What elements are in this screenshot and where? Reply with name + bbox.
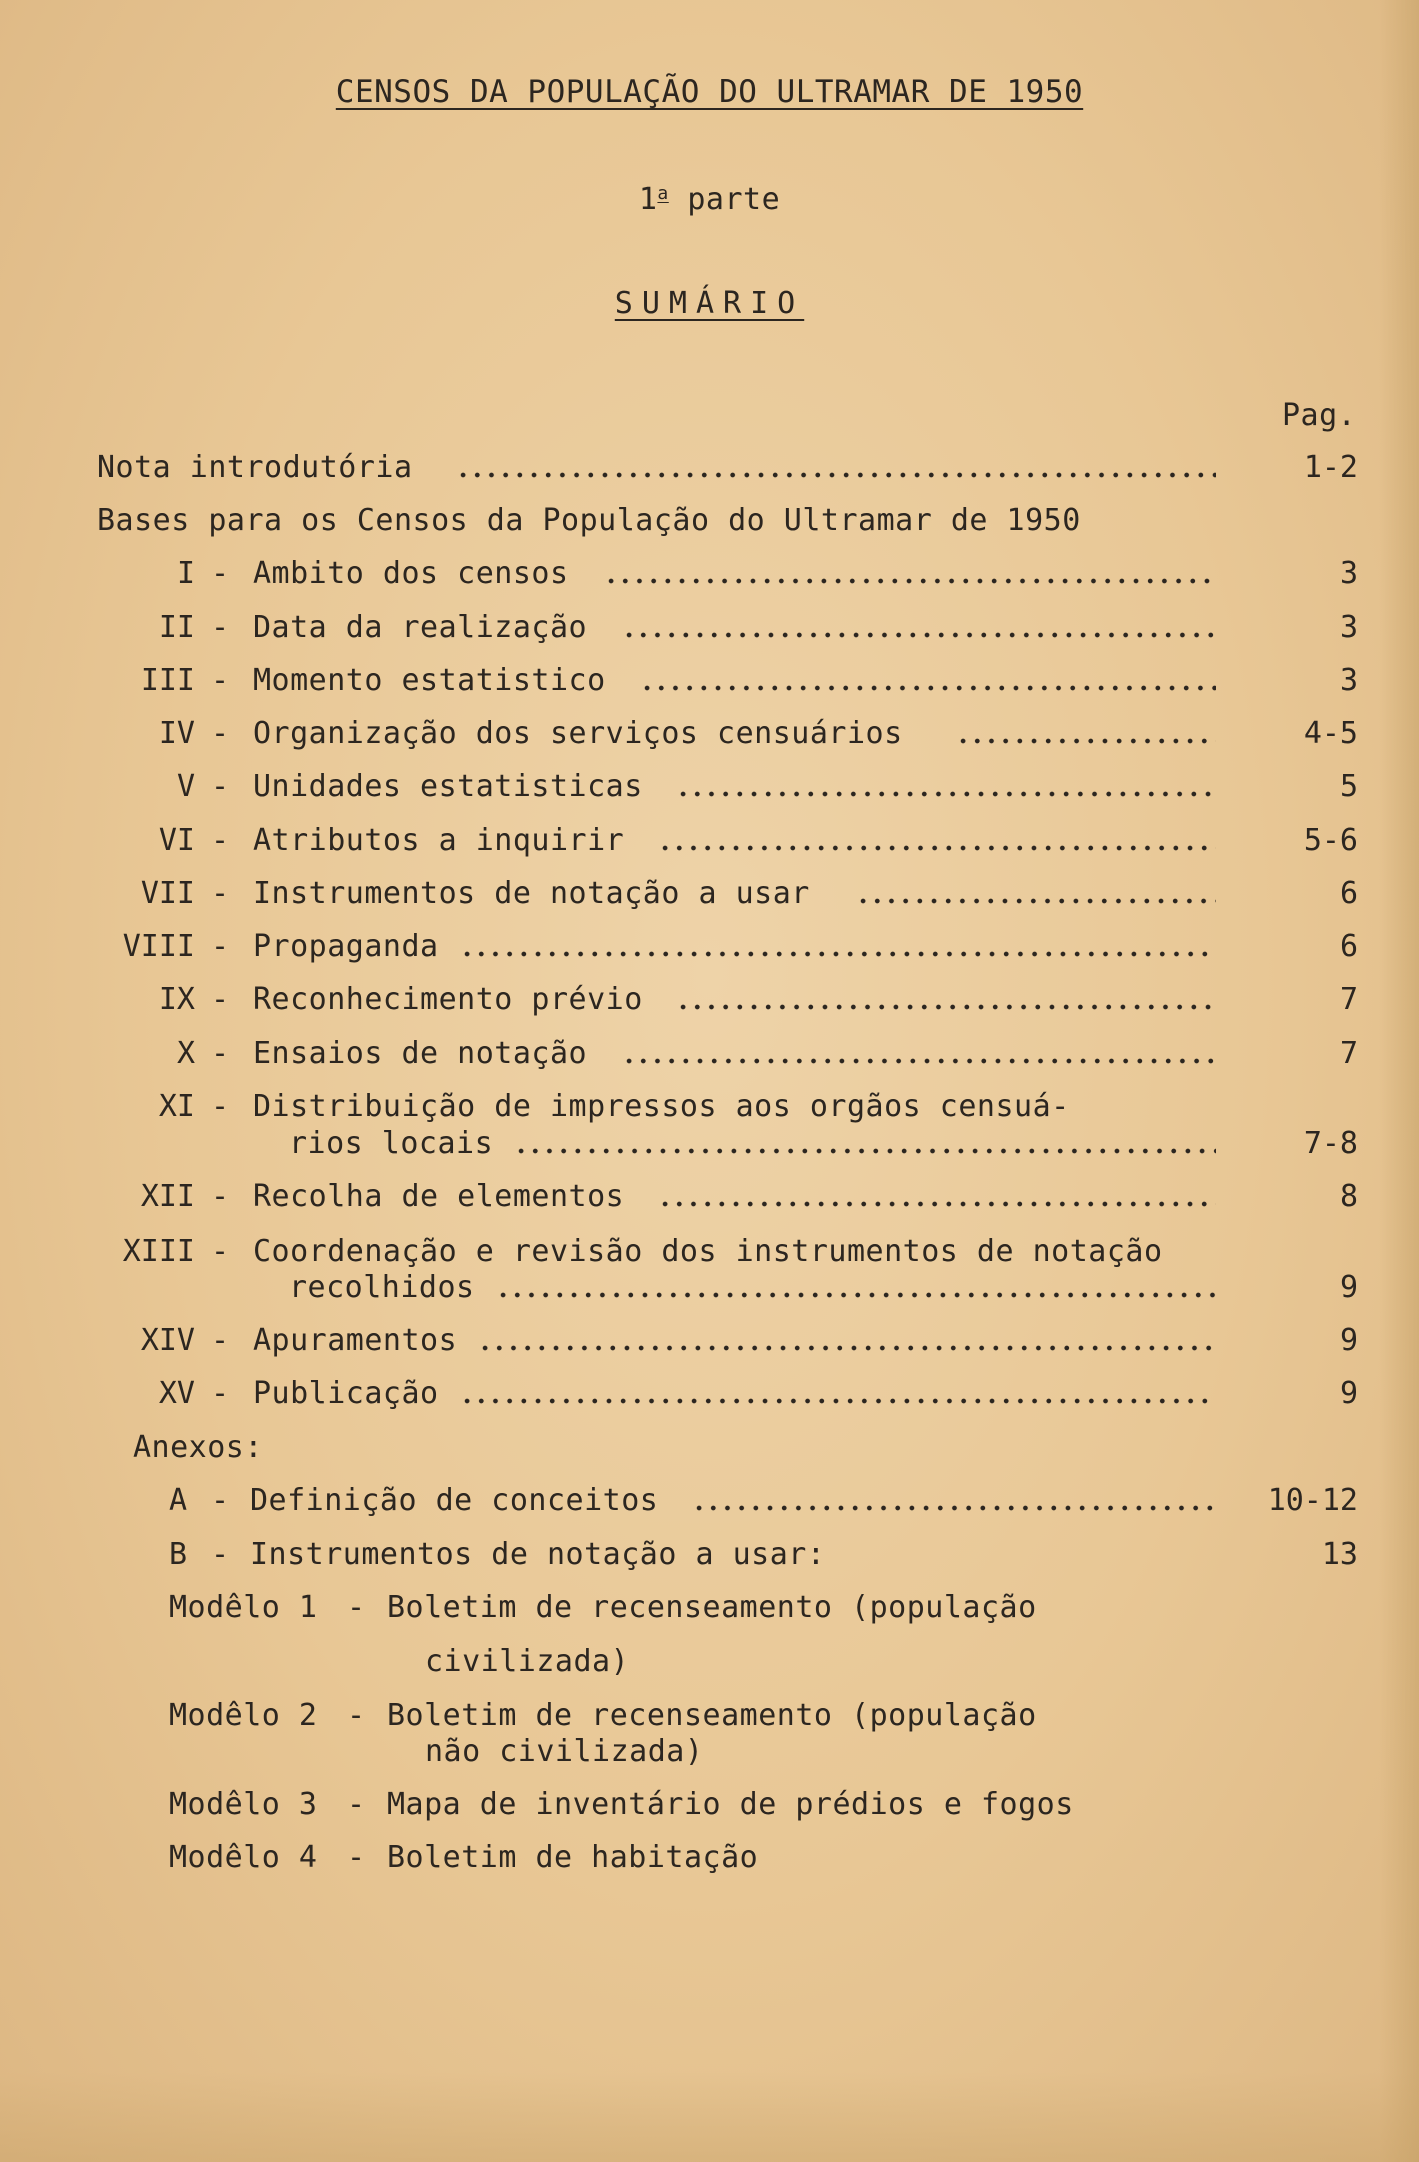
- page-column-label: Pag.: [1282, 398, 1357, 433]
- toc-row-section: [0, 556, 1419, 596]
- part-line: [0, 182, 1419, 222]
- section-numeral: VIII: [122, 929, 195, 964]
- section-numeral: X: [176, 1036, 195, 1071]
- section-label: Atributos a inquirir: [253, 823, 625, 858]
- toc-row-model-continuation: [0, 1734, 1419, 1774]
- annexes-heading: Anexos:: [133, 1430, 263, 1465]
- part-word: parte: [687, 182, 781, 217]
- toc-dot-leader: [478, 1323, 1216, 1359]
- model-name: Modêlo 4: [169, 1840, 318, 1875]
- section-page: 4-5: [1303, 716, 1358, 751]
- section-page: 8: [1339, 1179, 1358, 1214]
- document-title-text: CENSOS DA POPULAÇÃO DO ULTRAMAR DE 1950: [335, 74, 1084, 110]
- section-page: 6: [1339, 876, 1358, 911]
- model-name: Modêlo 1: [169, 1590, 318, 1625]
- section-dash: -: [211, 1089, 230, 1124]
- section-label: Data da realização: [253, 610, 588, 645]
- section-numeral: I: [176, 556, 195, 591]
- model-line: Boletim de habitação: [387, 1840, 759, 1875]
- model-dash: -: [347, 1787, 366, 1822]
- section-dash: -: [211, 769, 230, 804]
- toc-row-model: [0, 1787, 1419, 1827]
- section-label: Apuramentos: [253, 1323, 458, 1358]
- toc-row-section: [0, 1323, 1419, 1363]
- section-page: 7: [1339, 1036, 1358, 1071]
- toc-row-model: [0, 1840, 1419, 1880]
- annex-page: 13: [1321, 1537, 1358, 1572]
- annex-label: Instrumentos de notação a usar:: [250, 1537, 826, 1572]
- section-numeral: XIII: [122, 1234, 195, 1269]
- toc-dot-leader: [460, 929, 1216, 965]
- section-label: Ensaios de notação: [253, 1036, 588, 1071]
- model-line: Mapa de inventário de prédios e fogos: [387, 1787, 1074, 1822]
- toc-dot-leader: [956, 716, 1216, 752]
- toc-row-annex: [0, 1537, 1419, 1577]
- model-dash: -: [347, 1840, 366, 1875]
- bases-heading: Bases para os Censos da População do Ultramar de 1950: [97, 503, 1081, 538]
- toc-row-section: [0, 982, 1419, 1022]
- section-dash: -: [211, 1323, 230, 1358]
- part-number: 1: [638, 182, 658, 217]
- toc-row-section: [0, 610, 1419, 650]
- toc-row-section: [0, 769, 1419, 809]
- toc-dot-leader: [658, 823, 1216, 859]
- toc-dot-leader: [604, 556, 1216, 592]
- toc-dot-leader: [622, 1036, 1216, 1072]
- annex-dash: -: [211, 1483, 230, 1518]
- toc-row-model: [0, 1698, 1419, 1738]
- annex-page: 10-12: [1267, 1483, 1358, 1518]
- toc-row-section: [0, 876, 1419, 916]
- section-numeral: IX: [158, 982, 195, 1017]
- model-line: Boletim de recenseamento (população: [387, 1698, 1037, 1733]
- section-label: Organização dos serviços censuários: [253, 716, 903, 751]
- annex-letter: B: [169, 1537, 188, 1572]
- section-label-continuation: rios locais: [289, 1126, 494, 1161]
- toc-row-section: [0, 1089, 1419, 1129]
- section-numeral: IV: [158, 716, 195, 751]
- paper-edge-shadow-right: [1379, 0, 1419, 2162]
- toc-row-section-continuation: [0, 1270, 1419, 1310]
- section-label: Coordenação e revisão dos instrumentos de notação: [253, 1234, 1163, 1269]
- section-label: Instrumentos de notação a usar: [253, 876, 810, 911]
- model-line: Boletim de recenseamento (população: [387, 1590, 1037, 1625]
- section-label: Ambito dos censos: [253, 556, 569, 591]
- toc-dot-leader: [640, 663, 1216, 699]
- section-label: Distribuição de impressos aos orgãos censuá-: [253, 1089, 1070, 1124]
- toc-row-section: [0, 1179, 1419, 1219]
- toc-row-section: [0, 929, 1419, 969]
- toc-dot-leader: [856, 876, 1216, 912]
- toc-dot-leader: [692, 1483, 1216, 1519]
- model-name: Modêlo 2: [169, 1698, 318, 1733]
- part-ordinal-mark: a: [657, 183, 669, 204]
- toc-dot-leader: [456, 450, 1216, 486]
- section-dash: -: [211, 1234, 230, 1269]
- section-page: 5-6: [1303, 823, 1358, 858]
- toc-row-model: [0, 1590, 1419, 1630]
- annex-letter: A: [169, 1483, 188, 1518]
- section-dash: -: [211, 556, 230, 591]
- toc-dot-leader: [460, 1376, 1216, 1412]
- annex-dash: -: [211, 1537, 230, 1572]
- section-label: Reconhecimento prévio: [253, 982, 643, 1017]
- section-numeral: XI: [158, 1089, 195, 1124]
- section-label: Unidades estatisticas: [253, 769, 643, 804]
- section-dash: -: [211, 716, 230, 751]
- section-page: 7-8: [1303, 1126, 1358, 1161]
- section-dash: -: [211, 982, 230, 1017]
- toc-row-intro: [0, 450, 1419, 490]
- toc-row-model-continuation: [0, 1644, 1419, 1684]
- model-line-continuation: não civilizada): [425, 1734, 704, 1769]
- summary-heading: [0, 286, 1419, 322]
- section-label-continuation: recolhidos: [289, 1270, 475, 1305]
- toc-row-annex: [0, 1483, 1419, 1523]
- section-dash: -: [211, 663, 230, 698]
- document-title: [0, 74, 1419, 110]
- section-numeral: III: [140, 663, 195, 698]
- toc-row-section: [0, 823, 1419, 863]
- model-dash: -: [347, 1590, 366, 1625]
- section-dash: -: [211, 876, 230, 911]
- section-numeral: VII: [140, 876, 195, 911]
- section-numeral: XII: [140, 1179, 195, 1214]
- section-page: 6: [1339, 929, 1358, 964]
- toc-row-section-continuation: [0, 1126, 1419, 1166]
- section-label: Momento estatistico: [253, 663, 606, 698]
- paper-edge-shadow-bottom: [0, 2072, 1419, 2162]
- toc-row-section: [0, 1234, 1419, 1274]
- toc-dot-leader: [676, 769, 1216, 805]
- section-label: Recolha de elementos: [253, 1179, 625, 1214]
- section-label: Publicação: [253, 1376, 439, 1411]
- summary-heading-text: SUMÁRIO: [614, 286, 805, 321]
- section-page: 9: [1339, 1376, 1358, 1411]
- toc-dot-leader: [676, 982, 1216, 1018]
- section-dash: -: [211, 1179, 230, 1214]
- toc-row-section: [0, 663, 1419, 703]
- toc-row-section: [0, 1036, 1419, 1076]
- section-page: 3: [1339, 610, 1358, 645]
- section-page: 9: [1339, 1270, 1358, 1305]
- section-dash: -: [211, 1036, 230, 1071]
- section-page: 9: [1339, 1323, 1358, 1358]
- toc-dot-leader: [496, 1270, 1216, 1306]
- section-page: 3: [1339, 556, 1358, 591]
- model-dash: -: [347, 1698, 366, 1733]
- toc-intro-page: 1-2: [1303, 450, 1358, 485]
- section-numeral: VI: [158, 823, 195, 858]
- toc-dot-leader: [622, 610, 1216, 646]
- section-numeral: XV: [158, 1376, 195, 1411]
- section-dash: -: [211, 610, 230, 645]
- toc-intro-label: Nota introdutória: [97, 450, 413, 485]
- model-name: Modêlo 3: [169, 1787, 318, 1822]
- toc-row-section: [0, 716, 1419, 756]
- section-numeral: II: [158, 610, 195, 645]
- section-numeral: XIV: [140, 1323, 195, 1358]
- model-line-continuation: civilizada): [425, 1644, 630, 1679]
- section-page: 7: [1339, 982, 1358, 1017]
- toc-row-section: [0, 1376, 1419, 1416]
- section-numeral: V: [176, 769, 195, 804]
- section-label: Propaganda: [253, 929, 439, 964]
- section-page: 3: [1339, 663, 1358, 698]
- toc-dot-leader: [658, 1179, 1216, 1215]
- section-dash: -: [211, 929, 230, 964]
- annex-label: Definição de conceitos: [250, 1483, 659, 1518]
- section-dash: -: [211, 823, 230, 858]
- toc-dot-leader: [514, 1126, 1216, 1162]
- section-dash: -: [211, 1376, 230, 1411]
- section-page: 5: [1339, 769, 1358, 804]
